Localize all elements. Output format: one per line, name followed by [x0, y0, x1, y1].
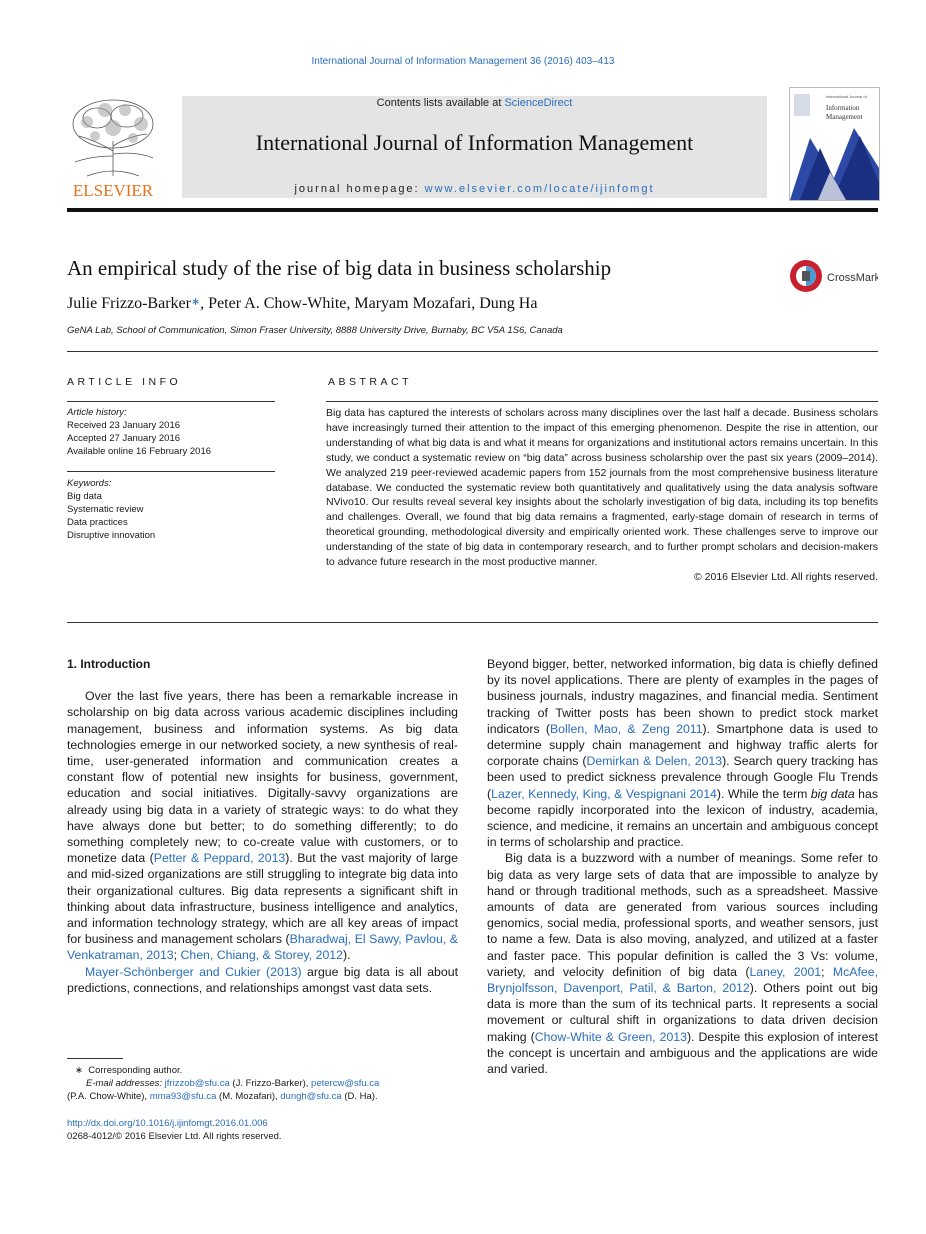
paragraph-text: Over the last five years, there has been a remarkable increase in scholarship on big data across various academic disciplines including management, business and information systems. As big data technologies emerge in our networked society, a new synthesis of real-time, user-generated information and communication creates a constant flow of potential new insights for business, government, education and social initiatives. Digitally-savvy organizations are already using big data in a variety of strategic ways: to do what they have always done but better; to do something differently; to do something completely new; to co-create value with customers, or to monetize data (	[67, 689, 458, 866]
paragraph-text: Big data is a buzzword with a number of meanings. Some refer to big data as very large sets of data that are impossible to analyze by hand or through traditional methods, such as a spreadsheet. Massive amounts of data are generated from various sources including genomics, social media, professional sports, and weather sensors, just to name a few. Data is also moving, analyzed, and utilized at a faster and faster pace. This popular definition is called the 3 Vs: volume, variety, and velocity definition of big data (	[487, 851, 878, 979]
svg-text:Information: Information	[826, 104, 860, 112]
paragraph-text: ;	[173, 948, 181, 963]
issn-line: 0268-4012/© 2016 Elsevier Ltd. All rights reserved.	[67, 1131, 282, 1142]
keyword-item: Systematic review	[67, 504, 144, 515]
svg-text:ELSEVIER: ELSEVIER	[72, 181, 154, 200]
header-rule	[67, 208, 878, 212]
keyword-item: Disruptive innovation	[67, 530, 156, 541]
history-accepted: Accepted 27 January 2016	[67, 433, 181, 444]
paragraph-text: argue big data is all about predictions, connections, and relationships amongst vast data sets.	[67, 964, 458, 995]
email-label: E-mail addresses:	[86, 1078, 163, 1089]
left-column	[67, 656, 458, 996]
svg-text:Management: Management	[826, 113, 863, 121]
section-title: 1. Introduction	[67, 657, 151, 671]
paragraph-text: ). Others point out big data is more than the sum of its technical parts. It represents a social movement or cultural shift in organizations to data driven decision making (	[487, 981, 879, 1044]
intro-paragraph-2	[67, 964, 458, 996]
other-authors: , Peter A. Chow-White, Maryam Mozafari, Dung Ha	[200, 295, 538, 312]
affiliation: GeNA Lab, School of Communication, Simon Fraser University, 8888 University Drive, Burnaby, BC V5A 1S6, Canada	[67, 325, 563, 336]
article-info-heading: ARTICLE INFO	[67, 376, 182, 388]
article-title: An empirical study of the rise of big data in business scholarship	[67, 256, 612, 280]
reference-link[interactable]: Bollen, Mao, & Zeng 2011	[549, 721, 703, 736]
email-link[interactable]: dungh@sfu.ca	[280, 1091, 342, 1102]
email-owner: (M. Mozafari),	[216, 1091, 281, 1102]
journal-cover-image	[789, 87, 880, 201]
keyword-item: Big data	[67, 491, 102, 502]
crossmark-label: CrossMark	[827, 272, 878, 284]
abstract-rule	[326, 401, 878, 402]
journal-name: International Journal of Information Management	[255, 130, 694, 155]
title-rule	[67, 351, 878, 352]
corresponding-author-mark[interactable]: ∗	[190, 296, 201, 308]
footnote-block	[67, 1064, 462, 1143]
keyword-item: Data practices	[67, 517, 128, 528]
reference-link[interactable]: Mayer-Schönberger and Cukier (2013)	[85, 964, 302, 979]
reference-link[interactable]: Chen, Chiang, & Storey, 2012	[180, 948, 343, 963]
abstract-bottom-rule	[67, 622, 878, 623]
footnote-mark: ∗	[75, 1065, 83, 1076]
abstract-copyright: © 2016 Elsevier Ltd. All rights reserved.	[694, 570, 878, 583]
paragraph-text: has become rapidly incorporated into the lexicon of industry, academia, science, and medicine, it remains an uncertain and ambiguous concept in terms of scholarship and practice.	[487, 786, 878, 850]
emphasis-term: big data	[810, 786, 855, 801]
paragraph-text: Beyond bigger, better, networked information, big data is chiefly defined by its novel applications. There are plenty of examples in the pages of business journals, industry magazines, and financial media. Sentiment tracking of Twitter posts has been shown to predict stock market indicators (	[487, 657, 878, 736]
abstract-block	[326, 406, 878, 585]
keywords-rule	[67, 471, 275, 472]
paragraph-text: ). Smartphone data is used to determine supply chain management and highway traffic alerts for corporate chains (	[487, 721, 878, 769]
right-paragraph-2	[487, 850, 878, 1077]
footnote-rule	[67, 1058, 123, 1059]
email-owner: (D. Ha).	[341, 1091, 378, 1102]
email-link[interactable]: jfrizzob@sfu.ca	[164, 1078, 230, 1089]
homepage-prefix: journal homepage:	[294, 183, 425, 195]
right-column	[487, 656, 878, 1077]
email-link[interactable]: mma93@sfu.ca	[149, 1091, 217, 1102]
elsevier-logo	[67, 96, 159, 200]
keywords-label: Keywords:	[67, 478, 112, 489]
contents-line	[182, 97, 767, 109]
right-paragraph-1	[487, 656, 878, 850]
svg-text:International Journal of: International Journal of	[826, 94, 867, 99]
intro-paragraph-1	[67, 688, 458, 963]
history-online: Available online 16 February 2016	[67, 446, 212, 457]
article-info-rule	[67, 401, 275, 402]
sciencedirect-link[interactable]: ScienceDirect	[504, 97, 573, 109]
doi-link[interactable]: http://dx.doi.org/10.1016/j.ijinfomgt.2016.01.006	[67, 1118, 268, 1129]
crossmark-badge[interactable]	[789, 258, 878, 294]
homepage-link[interactable]: www.elsevier.com/locate/ijinfomgt	[424, 183, 655, 195]
paragraph-text: ;	[821, 964, 833, 979]
history-received: Received 23 January 2016	[67, 420, 181, 431]
article-history	[67, 406, 277, 458]
paragraph-text: ). Search query tracking has been used to predict sickness prevalence through Google Flu Trends (	[487, 754, 878, 801]
reference-link[interactable]: Laney, 2001	[749, 964, 822, 979]
paragraph-text: ). Despite this explosion of interest the concept is uncertain and ambiguous and the applications are wide and varied.	[487, 1029, 878, 1077]
author-list	[67, 295, 537, 313]
abstract-heading: ABSTRACT	[328, 376, 413, 388]
email-owner: (P.A. Chow-White),	[67, 1091, 150, 1102]
paragraph-text: ).	[342, 948, 351, 963]
email-line	[67, 1077, 462, 1090]
reference-link[interactable]: Chow-White & Green, 2013	[534, 1029, 687, 1044]
paragraph-text: ). While the term	[716, 786, 811, 801]
reference-link[interactable]: McAfee, Brynjolfsson, Davenport, Patil, & Barton, 2012	[487, 964, 879, 996]
corresponding-note	[67, 1064, 462, 1077]
keywords-block	[67, 477, 277, 542]
reference-link[interactable]: Lazer, Kennedy, King, & Vespignani 2014	[491, 786, 717, 801]
email-link[interactable]: petercw@sfu.ca	[311, 1078, 380, 1089]
corresponding-label: Corresponding author.	[88, 1065, 183, 1076]
reference-link[interactable]: Petter & Peppard, 2013	[153, 851, 286, 866]
contents-prefix: Contents lists available at	[376, 97, 505, 109]
first-author: Julie Frizzo-Barker	[67, 295, 191, 312]
history-label: Article history:	[67, 407, 127, 418]
abstract-text: Big data has captured the interests of scholars across many disciplines over the last half a decade. Business scholars have increasingly turned their attention to the impact of this emerging phenomenon. Despite the rise in attention, our understanding of what big data is and what it means for organizations and institutional actors remains uncertain. In this study, we conduct a systematic review on “big data” across business scholarship over the past six years (2009–2014). We analyzed 219 peer-reviewed academic papers from 152 journals from the most comprehensive business literature database. We conducted the systematic review both quantitatively and qualitatively using the data analysis software NVivo10. Our results reveal several key insights about the scholarly investigation of big data, including its top benefits and challenges. Overall, we found that big data remains a fragmented, early-stage domain of research in terms of theoretical grounding, methodological diversity and empirically oriented work. These challenges serve to improve our understanding of the state of big data in contemporary research, and to further prompt scholars and decision-makers to advance future research in the most productive manner.	[326, 407, 878, 569]
email-line-2	[67, 1090, 462, 1103]
homepage-line	[182, 183, 767, 195]
reference-link[interactable]: Bharadwaj, El Sawy, Pavlou, & Venkatraman, 2013	[67, 932, 458, 963]
email-owner: (J. Frizzo-Barker),	[229, 1078, 312, 1089]
reference-link[interactable]: Demirkan & Delen, 2013	[586, 754, 723, 769]
journal-citation-link[interactable]: International Journal of Information Management 36 (2016) 403–413	[311, 56, 615, 67]
paragraph-text: ). But the vast majority of large and mid-sized organizations are still struggling to integrate big data into their organizational cultures. Big data represents a significant shift in thinking about data infrastructure, business intelligence and analytics, and information technology strategy, which are all key areas of impact for business and management scholars (	[67, 851, 458, 947]
